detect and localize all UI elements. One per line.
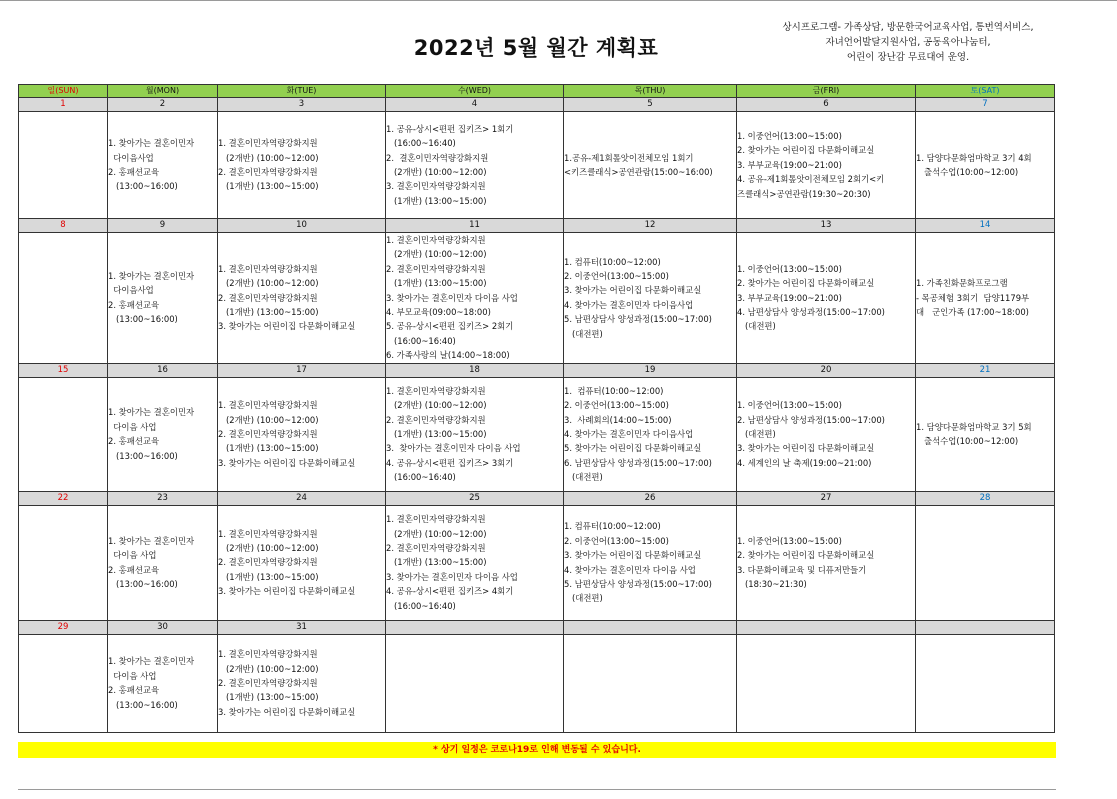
schedule-line: 다이음사업 <box>108 285 154 296</box>
schedule-line: 3. 찾아가는 어린이집 다문화이해교실 <box>737 443 875 454</box>
schedule-line: 4. 남편상담사 양성과정(15:00~17:00) <box>737 307 885 318</box>
schedule-cell-mon <box>108 505 218 620</box>
schedule-row <box>19 634 1055 732</box>
schedule-line: 4. 공유-상시<편펀 집키즈> 3회기 <box>386 457 514 468</box>
schedule-line: 4. 찾아가는 결혼이민자 다이음사업 <box>564 428 694 439</box>
schedule-line: (13:00~16:00) <box>108 181 178 192</box>
schedule-line: 출석수업(10:00~12:00) <box>916 436 1019 447</box>
schedule-row <box>19 505 1055 620</box>
date-cell-mon: 9 <box>108 219 218 233</box>
schedule-line: (16:00~16:40) <box>386 335 456 346</box>
schedule-cell-fri <box>737 505 916 620</box>
schedule-row <box>19 112 1055 219</box>
schedule-line: 3. 찾아가는 어린이집 다문화이해교실 <box>218 586 356 597</box>
schedule-line: 6. 남편상담사 양성과정(15:00~17:00) <box>564 457 712 468</box>
schedule-cell-mon <box>108 634 218 732</box>
schedule-cell-wed <box>386 233 564 364</box>
schedule-line: 2. 찾아가는 어린이집 다문화이해교실 <box>737 278 875 289</box>
schedule-cell-tue <box>218 377 386 491</box>
schedule-cell-thu <box>564 505 737 620</box>
schedule-cell-sat <box>916 505 1055 620</box>
schedule-line: 1. 공유-상시<편펀 집키즈> 1회기 <box>386 123 514 134</box>
schedule-line: 2. 결혼이민자역량강화지원 <box>218 167 318 177</box>
schedule-cell-tue <box>218 112 386 219</box>
schedule-line: 2. 결혼이민자역량강화지원 <box>386 152 489 163</box>
date-cell-mon: 16 <box>108 363 218 377</box>
schedule-line: (2개반) (10:00~12:00) <box>386 167 487 177</box>
schedule-line: 다이음사업 <box>108 152 154 163</box>
schedule-cell-mon <box>108 112 218 219</box>
schedule-line: 2. 이중언어(13:00~15:00) <box>564 271 669 282</box>
schedule-line: 1. 찾아가는 결혼이민자 <box>108 138 195 149</box>
schedule-line: 2. 결혼이민자역량강화지원 <box>218 428 318 439</box>
bottom-border <box>18 789 1056 790</box>
schedule-cell-wed <box>386 505 564 620</box>
date-cell-fri: 20 <box>737 363 916 377</box>
schedule-cell-sun <box>19 377 108 491</box>
schedule-line: 2. 결혼이민자역량강화지원 <box>386 543 486 554</box>
schedule-line: 3. 사례회의(14:00~15:00) <box>564 414 672 425</box>
schedule-line: 1. 컴퓨터(10:00~12:00) <box>564 256 661 267</box>
schedule-line: 1. 가족친화문화프로그램 <box>916 278 1008 289</box>
schedule-line: 출석수업(10:00~12:00) <box>916 167 1019 177</box>
schedule-line: 2. 결혼이민자역량강화지원 <box>218 292 318 303</box>
date-cell-thu: 5 <box>564 98 737 112</box>
schedule-line: 3. 다문화이해교육 및 디퓨저만들기 <box>737 564 867 575</box>
date-cell-sat: 28 <box>916 491 1055 505</box>
schedule-line: 1. 결혼이민자역량강화지원 <box>386 385 486 396</box>
date-cell-sun: 8 <box>19 219 108 233</box>
schedule-line: (18:30~21:30) <box>737 579 807 590</box>
schedule-line: 다이음 사업 <box>108 421 157 432</box>
weekday-sun: 일(SUN) <box>19 85 108 98</box>
schedule-line: (2개반) (10:00~12:00) <box>218 543 319 554</box>
schedule-line: 다이음 사업 <box>108 670 157 681</box>
schedule-line: 1. 담양다문화엄마학교 3기 4회 <box>916 152 1032 163</box>
schedule-line: (1개반) (13:00~15:00) <box>386 278 487 289</box>
schedule-line: 3. 찾아가는 결혼이민자 다이음 사업 <box>386 571 518 582</box>
date-cell-tue: 17 <box>218 363 386 377</box>
schedule-line: 1. 담양다문화엄마학교 3기 5회 <box>916 421 1032 432</box>
schedule-line: 2. 이중언어(13:00~15:00) <box>564 400 669 411</box>
schedule-cell-fri <box>737 377 916 491</box>
note-line: 자녀언어발달지원사업, 공동육아나눔터, <box>825 37 991 48</box>
weekday-sat: 토(SAT) <box>916 85 1055 98</box>
schedule-line: 2. 홍패션교육 <box>108 436 160 447</box>
date-row <box>19 491 1055 505</box>
schedule-line: 3. 찾아가는 어린이집 다문화이해교실 <box>564 550 702 561</box>
schedule-line: (1개반) (13:00~15:00) <box>218 692 319 703</box>
schedule-cell-sun <box>19 112 108 219</box>
schedule-line: 1. 컴퓨터(10:00~12:00) <box>564 521 661 532</box>
schedule-line: 2. 결혼이민자역량강화지원 <box>386 263 486 274</box>
date-cell-sun: 1 <box>19 98 108 112</box>
schedule-line: 1. 결혼이민자역량강화지원 <box>218 263 318 274</box>
schedule-line: 6. 가족사랑의 날(14:00~18:00) <box>386 350 510 361</box>
date-cell-wed: 4 <box>386 98 564 112</box>
schedule-line: (2개반) (10:00~12:00) <box>218 278 319 289</box>
schedule-line: 3. 찾아가는 어린이집 다문화이해교실 <box>218 457 356 468</box>
schedule-line: 1. 이중언어(13:00~15:00) <box>737 130 842 141</box>
weekday-thu: 목(THU) <box>564 85 737 98</box>
date-cell-mon: 23 <box>108 491 218 505</box>
schedule-line: 1. 찾아가는 결혼이민자 <box>108 656 195 667</box>
schedule-cell-fri <box>737 634 916 732</box>
schedule-cell-sat <box>916 112 1055 219</box>
date-cell-tue: 3 <box>218 98 386 112</box>
date-cell-mon: 2 <box>108 98 218 112</box>
date-cell-wed: 11 <box>386 219 564 233</box>
schedule-line: 5. 남편상담사 양성과정(15:00~17:00) <box>564 314 712 325</box>
schedule-cell-thu <box>564 377 737 491</box>
date-cell-sun: 22 <box>19 491 108 505</box>
schedule-line: (대전편) <box>737 321 776 332</box>
date-cell-tue: 10 <box>218 219 386 233</box>
schedule-line: 2. 홍패션교육 <box>108 299 160 310</box>
date-cell-wed <box>386 620 564 634</box>
schedule-cell-fri <box>737 112 916 219</box>
date-cell-sat: 7 <box>916 98 1055 112</box>
schedule-line: 2. 찾아가는 어린이집 다문화이해교실 <box>737 145 875 156</box>
weekday-wed: 수(WED) <box>386 85 564 98</box>
note-line: 상시프로그램- 가족상담, 방문한국어교육사업, 통번역서비스, <box>782 22 1034 33</box>
schedule-line: (16:00~16:40) <box>386 138 456 149</box>
schedule-line: (2개반) (10:00~12:00) <box>386 528 487 539</box>
schedule-line: (1개반) (13:00~15:00) <box>386 557 487 568</box>
date-cell-thu: 19 <box>564 363 737 377</box>
schedule-line: 2. 남편상담사 양성과정(15:00~17:00) <box>737 414 885 425</box>
schedule-line: 1. 이중언어(13:00~15:00) <box>737 400 842 411</box>
schedule-line: 1. 찾아가는 결혼이민자 <box>108 535 195 546</box>
schedule-line: (13:00~16:00) <box>108 579 178 590</box>
schedule-line: - 목공체험 3회기 담양1179부 <box>916 292 1030 303</box>
schedule-line: 1. 이중언어(13:00~15:00) <box>737 263 842 274</box>
schedule-cell-sat <box>916 634 1055 732</box>
date-cell-sat: 14 <box>916 219 1055 233</box>
schedule-line: 1. 찾아가는 결혼이민자 <box>108 407 195 418</box>
weekday-mon: 월(MON) <box>108 85 218 98</box>
top-border <box>0 0 1117 1</box>
schedule-line: (2개반) (10:00~12:00) <box>386 400 487 411</box>
date-cell-fri <box>737 620 916 634</box>
schedule-cell-thu <box>564 112 737 219</box>
schedule-line: 1.공유-제1회톺앗이전체모임 1회기 <box>564 152 694 163</box>
date-cell-fri: 6 <box>737 98 916 112</box>
schedule-cell-mon <box>108 377 218 491</box>
schedule-line: (1개반) (13:00~15:00) <box>218 571 319 582</box>
schedule-line: 3. 찾아가는 어린이집 다문화이해교실 <box>218 706 356 717</box>
schedule-line: 4. 공유-상시<편펀 집키즈> 4회기 <box>386 586 514 597</box>
date-row <box>19 219 1055 233</box>
date-row <box>19 98 1055 112</box>
schedule-line: 3. 찾아가는 어린이집 다문화이해교실 <box>564 285 702 296</box>
schedule-line: 1. 결혼이민자역량강화지원 <box>218 400 318 411</box>
schedule-cell-thu <box>564 634 737 732</box>
date-cell-thu: 12 <box>564 219 737 233</box>
bottom-notice: * 상기 일정은 코로나19로 인해 변동될 수 있습니다. <box>18 742 1056 758</box>
schedule-line: 4. 세계인의 날 축제(19:00~21:00) <box>737 457 872 468</box>
schedule-line: 1. 이중언어(13:00~15:00) <box>737 535 842 546</box>
schedule-line: (2개반) (10:00~12:00) <box>386 249 487 260</box>
schedule-line: 2. 홍패션교육 <box>108 685 160 696</box>
weekday-fri: 금(FRI) <box>737 85 916 98</box>
schedule-line: (대전편) <box>564 328 603 339</box>
schedule-line: 1. 결혼이민자역량강화지원 <box>218 138 318 149</box>
schedule-line: (1개반) (13:00~15:00) <box>218 181 319 192</box>
note-line: 어린이 장난감 무료대여 운영. <box>846 52 970 63</box>
schedule-line: (1개반) (13:00~15:00) <box>218 307 319 318</box>
date-cell-sun: 29 <box>19 620 108 634</box>
schedule-cell-sat <box>916 233 1055 364</box>
page-title: 2022년 5월 월간 계획표 <box>413 36 659 60</box>
schedule-line: 1. 결혼이민자역량강화지원 <box>218 528 318 539</box>
schedule-line: 3. 결혼이민자역량강화지원 <box>386 181 486 192</box>
schedule-row <box>19 233 1055 364</box>
schedule-line: (2개반) (10:00~12:00) <box>218 663 319 674</box>
date-cell-sat: 21 <box>916 363 1055 377</box>
schedule-cell-wed <box>386 634 564 732</box>
schedule-line: 2. 이중언어(13:00~15:00) <box>564 535 669 546</box>
schedule-line: (대전편) <box>564 472 603 483</box>
schedule-line: 3. 찾아가는 결혼이민자 다이음 사업 <box>386 443 521 454</box>
schedule-line: 5. 공유-상시<편펀 집키즈> 2회기 <box>386 321 514 332</box>
schedule-line: 4. 찾아가는 결혼이민자 다이음사업 <box>564 299 694 310</box>
schedule-line: 3. 부부교육(19:00~21:00) <box>737 159 842 170</box>
schedule-line: (13:00~16:00) <box>108 699 178 710</box>
schedule-cell-wed <box>386 112 564 219</box>
schedule-cell-mon <box>108 233 218 364</box>
schedule-cell-thu <box>564 233 737 364</box>
schedule-line: (대전편) <box>737 428 776 439</box>
schedule-line: 1. 결혼이민자역량강화지원 <box>218 649 318 660</box>
schedule-line: 2. 찾아가는 어린이집 다문화이해교실 <box>737 550 875 561</box>
schedule-line: 다이음 사업 <box>108 550 157 561</box>
schedule-line: (13:00~16:00) <box>108 314 178 325</box>
schedule-line: (2개반) (10:00~12:00) <box>218 152 319 163</box>
schedule-cell-tue <box>218 505 386 620</box>
schedule-line: 1. 찾아가는 결혼이민자 <box>108 271 195 282</box>
schedule-cell-sun <box>19 505 108 620</box>
schedule-line: 1. 결혼이민자역량강화지원 <box>386 514 486 525</box>
date-row <box>19 620 1055 634</box>
weekday-header-row <box>19 85 1055 98</box>
schedule-line: (1개반) (13:00~15:00) <box>218 443 319 454</box>
schedule-line: 2. 결혼이민자역량강화지원 <box>218 677 318 688</box>
schedule-cell-tue <box>218 233 386 364</box>
schedule-line: 5. 남편상담사 양성과정(15:00~17:00) <box>564 579 712 590</box>
schedule-line: 4. 공유-제1회톺앗이전체모임 2회기<키 <box>737 174 885 185</box>
date-cell-wed: 25 <box>386 491 564 505</box>
date-cell-sat <box>916 620 1055 634</box>
date-row <box>19 363 1055 377</box>
schedule-line: 1. 컴퓨터(10:00~12:00) <box>564 385 664 396</box>
schedule-cell-fri <box>737 233 916 364</box>
schedule-line: (13:00~16:00) <box>108 450 178 461</box>
schedule-line: (1개반) (13:00~15:00) <box>386 195 487 206</box>
schedule-cell-wed <box>386 377 564 491</box>
schedule-row <box>19 377 1055 491</box>
schedule-line: 1. 결혼이민자역량강화지원 <box>386 235 486 245</box>
schedule-line: (2개반) (10:00~12:00) <box>218 414 319 425</box>
date-cell-wed: 18 <box>386 363 564 377</box>
date-cell-fri: 13 <box>737 219 916 233</box>
schedule-line: 즈클래식>공연관람(19:30~20:30) <box>737 188 871 199</box>
schedule-line: (16:00~16:40) <box>386 472 456 483</box>
schedule-line: <키즈클래식>공연관람(15:00~16:00) <box>564 167 713 177</box>
schedule-line: 대 군인가족 (17:00~18:00) <box>916 307 1029 318</box>
date-cell-tue: 31 <box>218 620 386 634</box>
schedule-line: 3. 찾아가는 어린이집 다문화이해교실 <box>218 321 356 332</box>
schedule-line: 2. 홍패션교육 <box>108 167 160 177</box>
schedule-line: 3. 찾아가는 결혼이민자 다이음 사업 <box>386 292 518 303</box>
program-notes <box>748 20 1068 65</box>
schedule-cell-sat <box>916 377 1055 491</box>
date-cell-thu: 26 <box>564 491 737 505</box>
schedule-cell-tue <box>218 634 386 732</box>
schedule-line: (대전편) <box>564 593 603 604</box>
schedule-line: 4. 찾아가는 결혼이민자 다이음 사업 <box>564 564 696 575</box>
schedule-line: 4. 부모교육(09:00~18:00) <box>386 307 491 318</box>
schedule-line: (1개반) (13:00~15:00) <box>386 428 487 439</box>
date-cell-mon: 30 <box>108 620 218 634</box>
schedule-cell-sun <box>19 233 108 364</box>
date-cell-sun: 15 <box>19 363 108 377</box>
calendar-table <box>18 84 1055 733</box>
schedule-line: 2. 홍패션교육 <box>108 564 160 575</box>
weekday-tue: 화(TUE) <box>218 85 386 98</box>
date-cell-tue: 24 <box>218 491 386 505</box>
schedule-line: (16:00~16:40) <box>386 600 456 611</box>
schedule-cell-sun <box>19 634 108 732</box>
schedule-line: 2. 결혼이민자역량강화지원 <box>386 414 486 425</box>
schedule-line: 5. 찾아가는 어린이집 다문화이해교실 <box>564 443 702 454</box>
date-cell-thu <box>564 620 737 634</box>
date-cell-fri: 27 <box>737 491 916 505</box>
schedule-line: 3. 부부교육(19:00~21:00) <box>737 292 842 303</box>
schedule-line: 2. 결혼이민자역량강화지원 <box>218 557 318 568</box>
